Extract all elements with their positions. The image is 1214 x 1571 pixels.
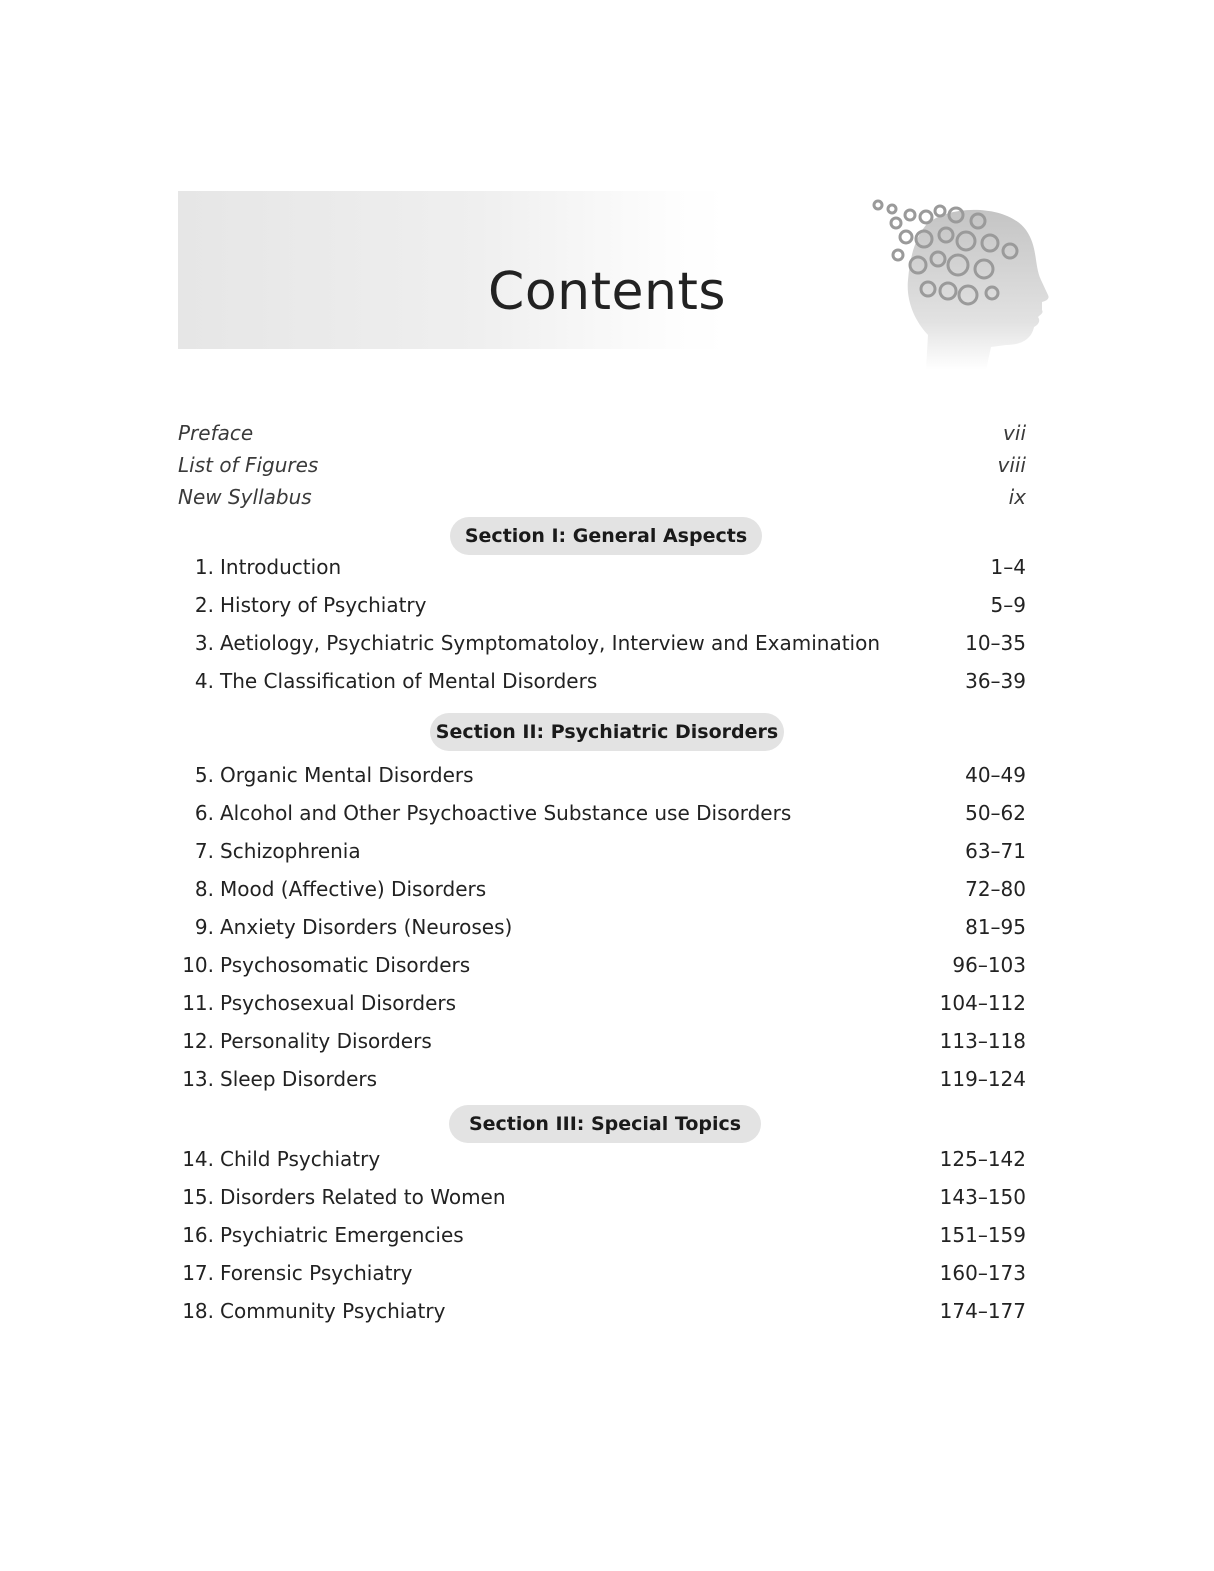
table-row[interactable] [178, 833, 1026, 869]
table-row[interactable] [178, 1023, 1026, 1059]
table-row[interactable] [178, 947, 1026, 983]
chapter-number: 5. [194, 763, 214, 787]
chapter-pages: 81–95 [965, 915, 1026, 939]
chapter-title: Psychosexual Disorders [220, 991, 457, 1015]
section-heading: Section I: General Aspects [450, 517, 762, 555]
table-row[interactable] [178, 1141, 1026, 1177]
chapter-pages: 125–142 [939, 1147, 1026, 1171]
table-row[interactable] [178, 795, 1026, 831]
chapter-number: 12. [182, 1029, 214, 1053]
chapter-pages: 10–35 [965, 631, 1026, 655]
list-item[interactable] [178, 479, 1026, 515]
chapter-pages: 36–39 [965, 669, 1026, 693]
entry-title: New Syllabus [178, 485, 312, 509]
entry-title: Preface [178, 421, 254, 445]
table-row[interactable] [178, 985, 1026, 1021]
chapter-title: The Classification of Mental Disorders [220, 669, 598, 693]
chapter-number: 15. [182, 1185, 214, 1209]
chapter-number: 10. [182, 953, 214, 977]
table-row[interactable] [178, 1217, 1026, 1253]
chapter-number: 17. [182, 1261, 214, 1285]
chapter-title: Personality Disorders [220, 1029, 432, 1053]
chapter-title: Introduction [220, 555, 342, 579]
chapter-pages: 40–49 [965, 763, 1026, 787]
chapter-title: Sleep Disorders [220, 1067, 378, 1091]
chapter-title: Psychosomatic Disorders [220, 953, 471, 977]
chapter-number: 13. [182, 1067, 214, 1091]
chapter-title: Organic Mental Disorders [220, 763, 474, 787]
chapter-title: History of Psychiatry [220, 593, 427, 617]
chapter-number: 14. [182, 1147, 214, 1171]
chapter-number: 4. [194, 669, 214, 693]
table-row[interactable] [178, 757, 1026, 793]
table-row[interactable] [178, 663, 1026, 699]
chapter-pages: 113–118 [939, 1029, 1026, 1053]
chapter-pages: 151–159 [939, 1223, 1026, 1247]
chapter-pages: 143–150 [939, 1185, 1026, 1209]
chapter-number: 11. [182, 991, 214, 1015]
entry-title: List of Figures [178, 453, 319, 477]
table-row[interactable] [178, 1179, 1026, 1215]
page-title: Contents [488, 262, 726, 322]
chapter-number: 8. [194, 877, 214, 901]
table-row[interactable] [178, 1061, 1026, 1097]
entry-pages: ix [1008, 485, 1026, 509]
chapter-title: Community Psychiatry [220, 1299, 446, 1323]
chapter-pages: 160–173 [939, 1261, 1026, 1285]
table-row[interactable] [178, 625, 1026, 661]
entry-pages: viii [997, 453, 1026, 477]
table-row[interactable] [178, 1255, 1026, 1291]
table-row[interactable] [178, 909, 1026, 945]
chapter-pages: 5–9 [990, 593, 1026, 617]
chapter-number: 18. [182, 1299, 214, 1323]
chapter-pages: 119–124 [939, 1067, 1026, 1091]
chapter-title: Aetiology, Psychiatric Symptomatoloy, Interview and Examination [220, 631, 881, 655]
chapter-title: Schizophrenia [220, 839, 361, 863]
table-row[interactable] [178, 871, 1026, 907]
chapter-number: 6. [194, 801, 214, 825]
entry-pages: vii [1003, 421, 1026, 445]
chapter-number: 16. [182, 1223, 214, 1247]
chapter-pages: 1–4 [990, 555, 1026, 579]
table-row[interactable] [178, 587, 1026, 623]
chapter-title: Psychiatric Emergencies [220, 1223, 464, 1247]
section-heading: Section II: Psychiatric Disorders [430, 713, 784, 751]
list-item[interactable] [178, 415, 1026, 451]
chapter-pages: 72–80 [965, 877, 1026, 901]
head-gears-icon [866, 195, 1056, 370]
table-row[interactable] [178, 1293, 1026, 1329]
chapter-title: Child Psychiatry [220, 1147, 381, 1171]
list-item[interactable] [178, 447, 1026, 483]
chapter-number: 2. [194, 593, 214, 617]
chapter-title: Disorders Related to Women [220, 1185, 506, 1209]
section-heading: Section III: Special Topics [449, 1105, 761, 1143]
chapter-pages: 104–112 [939, 991, 1026, 1015]
chapter-number: 1. [194, 555, 214, 579]
chapter-pages: 96–103 [952, 953, 1026, 977]
table-row[interactable] [178, 549, 1026, 585]
chapter-pages: 50–62 [965, 801, 1026, 825]
chapter-title: Mood (Affective) Disorders [220, 877, 487, 901]
chapter-title: Anxiety Disorders (Neuroses) [220, 915, 513, 939]
chapter-title: Alcohol and Other Psychoactive Substance use Disorders [220, 801, 792, 825]
chapter-number: 7. [194, 839, 214, 863]
chapter-number: 3. [194, 631, 214, 655]
chapter-number: 9. [194, 915, 214, 939]
chapter-title: Forensic Psychiatry [220, 1261, 413, 1285]
chapter-pages: 174–177 [939, 1299, 1026, 1323]
chapter-pages: 63–71 [965, 839, 1026, 863]
